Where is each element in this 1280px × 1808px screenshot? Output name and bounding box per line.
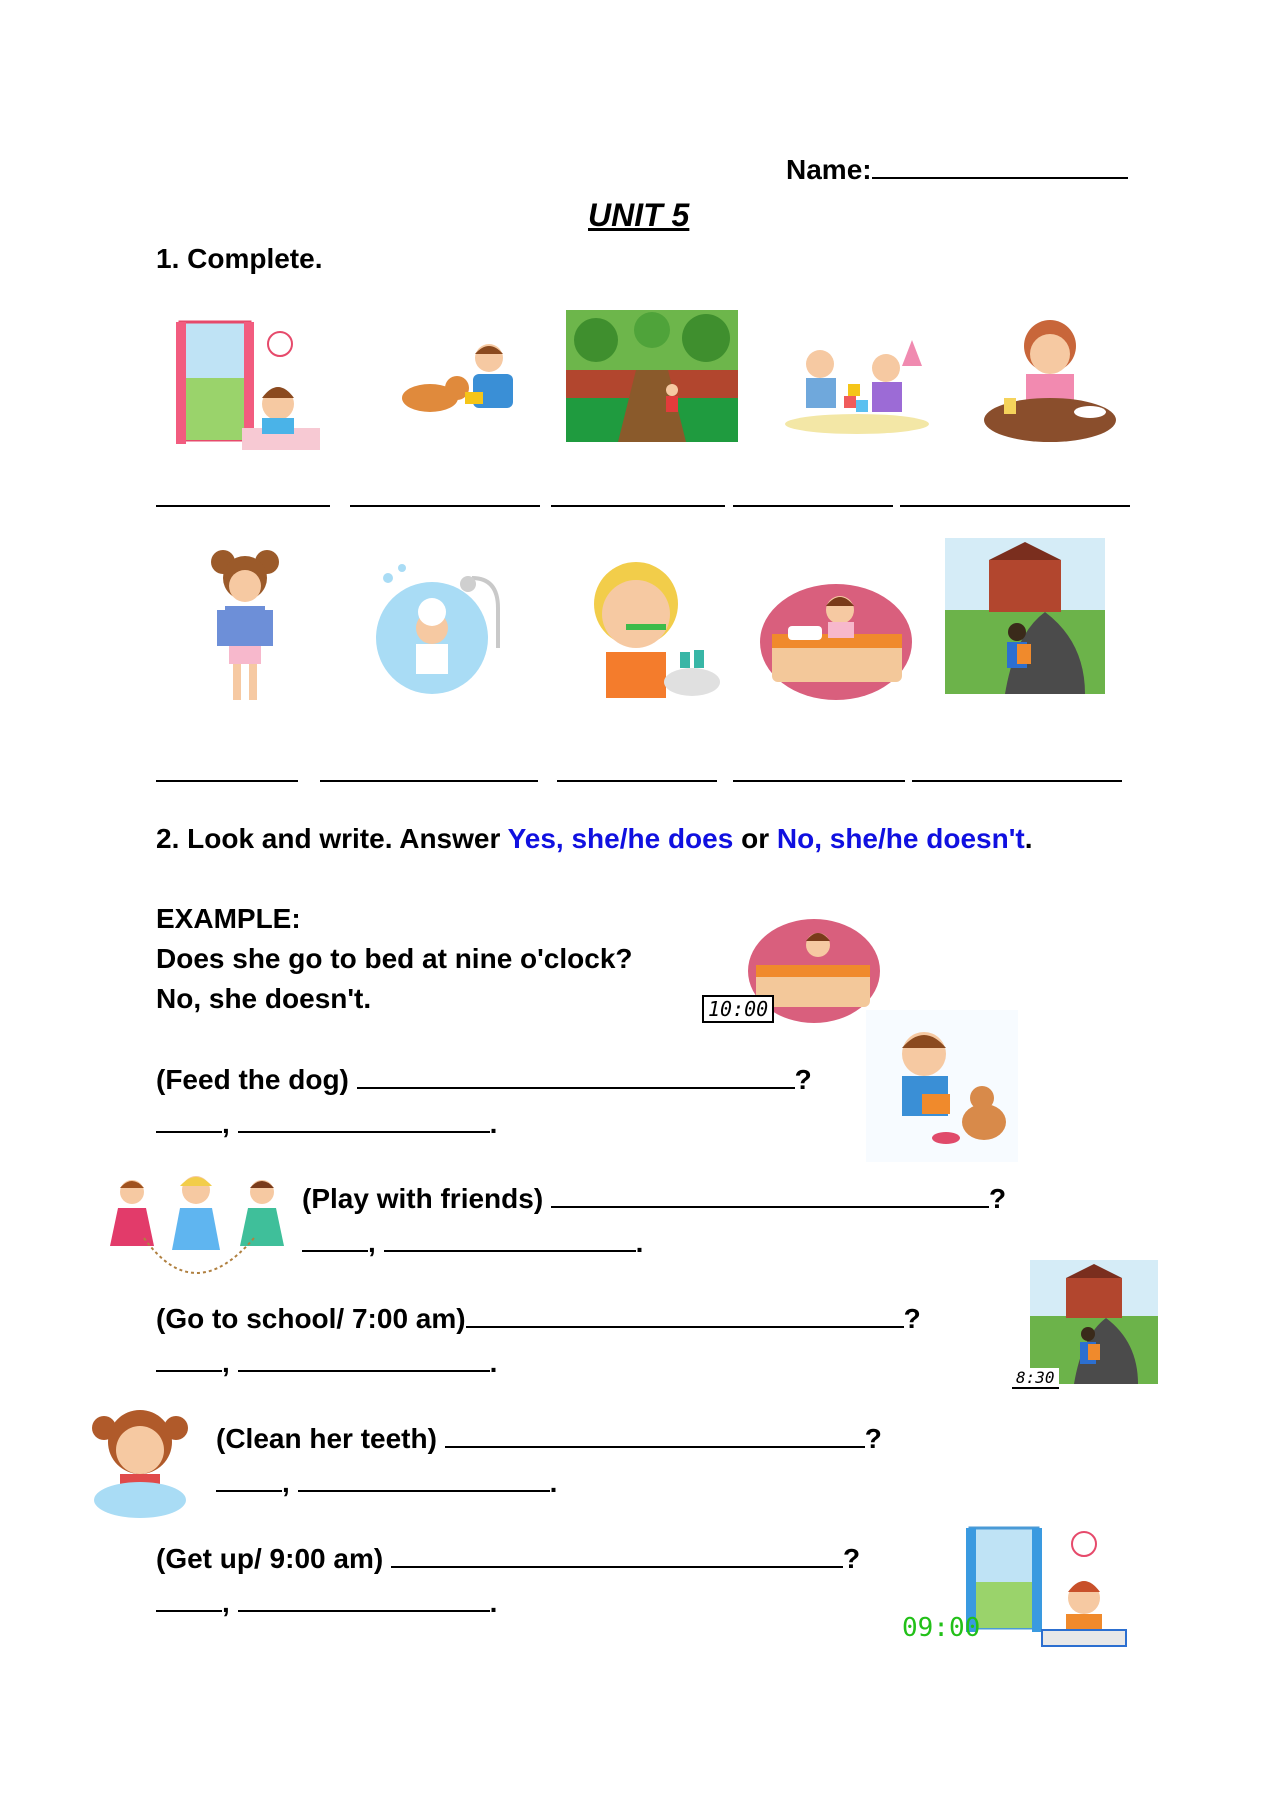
get-up-picture xyxy=(966,1526,1128,1650)
comma: , xyxy=(282,1467,290,1498)
item-get-up-answer xyxy=(156,1586,497,1620)
prompt-play-friends: (Play with friends) xyxy=(302,1183,544,1214)
name-label: Name: xyxy=(786,154,872,185)
shower-picture xyxy=(372,558,512,698)
question-mark: ? xyxy=(903,1303,921,1334)
example-label: EXAMPLE: xyxy=(156,903,301,934)
prompt-go-school: (Go to school/ 7:00 am) xyxy=(156,1303,466,1334)
period: . xyxy=(635,1227,644,1258)
question-mark: ? xyxy=(842,1543,861,1574)
blank-2-2[interactable] xyxy=(320,780,538,782)
go-school-picture xyxy=(1030,1260,1158,1384)
item-go-school-question xyxy=(156,1302,921,1336)
blank-1-4[interactable] xyxy=(733,505,893,507)
period: . xyxy=(489,1108,498,1139)
brush-teeth-picture xyxy=(576,552,726,702)
short-answer-blank[interactable] xyxy=(156,1588,222,1612)
answer-no-text: No, she/he doesn't xyxy=(776,823,1025,854)
item-clean-teeth-question xyxy=(216,1422,882,1456)
question-blank[interactable] xyxy=(391,1544,843,1568)
prompt-get-up: (Get up/ 9:00 am) xyxy=(156,1543,384,1574)
comma: , xyxy=(222,1587,230,1618)
short-answer-blank[interactable] xyxy=(156,1348,222,1372)
title-end-text: . xyxy=(1024,823,1033,854)
prompt-clean-teeth: (Clean her teeth) xyxy=(216,1423,437,1454)
get-up-clock: 09:00 xyxy=(902,1613,981,1643)
period: . xyxy=(489,1347,498,1378)
blank-2-3[interactable] xyxy=(557,780,717,782)
feed-dog-picture xyxy=(395,336,515,426)
long-answer-blank[interactable] xyxy=(238,1109,490,1133)
walk-to-school-picture xyxy=(945,538,1105,694)
answer-yes-text: Yes, she/he does xyxy=(507,823,734,854)
long-answer-blank[interactable] xyxy=(384,1228,636,1252)
example-clock: 10:00 xyxy=(702,995,774,1023)
play-friends-picture xyxy=(104,1168,289,1290)
blank-2-1[interactable] xyxy=(156,780,298,782)
item-feed-dog-question xyxy=(156,1063,812,1097)
go-school-clock: 8:30 xyxy=(1012,1368,1059,1389)
blank-1-5[interactable] xyxy=(900,505,1130,507)
blank-1-2[interactable] xyxy=(350,505,540,507)
comma: , xyxy=(222,1347,230,1378)
section1-title: 1. Complete. xyxy=(156,243,323,274)
question-mark: ? xyxy=(988,1183,1007,1214)
question-mark: ? xyxy=(794,1064,812,1095)
short-answer-blank[interactable] xyxy=(216,1468,282,1492)
name-field xyxy=(786,153,1128,187)
name-blank[interactable] xyxy=(872,155,1128,179)
question-blank[interactable] xyxy=(445,1424,865,1448)
question-mark: ? xyxy=(864,1423,882,1454)
long-answer-blank[interactable] xyxy=(298,1468,550,1492)
blank-1-1[interactable] xyxy=(156,505,330,507)
clean-teeth-picture xyxy=(90,1408,190,1520)
section2-title-text: 2. Look and write. Answer xyxy=(156,823,508,854)
blank-2-5[interactable] xyxy=(912,780,1122,782)
unit-title: UNIT 5 xyxy=(588,197,690,233)
question-blank[interactable] xyxy=(466,1304,904,1328)
question-blank[interactable] xyxy=(357,1065,795,1089)
go-to-bed-picture xyxy=(758,572,913,702)
prompt-feed-dog: (Feed the dog) xyxy=(156,1064,349,1095)
short-answer-blank[interactable] xyxy=(302,1228,368,1252)
section2-title xyxy=(156,822,1032,856)
feed-dog-picture-2 xyxy=(866,1010,1018,1162)
item-feed-dog-answer xyxy=(156,1107,497,1141)
wake-up-picture xyxy=(170,318,325,458)
example-answer: No, she doesn't. xyxy=(156,983,372,1014)
item-play-friends-answer xyxy=(302,1226,643,1260)
short-answer-blank[interactable] xyxy=(156,1109,222,1133)
question-blank[interactable] xyxy=(551,1184,989,1208)
item-go-school-answer xyxy=(156,1346,497,1380)
period: . xyxy=(489,1587,498,1618)
item-play-friends-question xyxy=(302,1182,1006,1216)
item-get-up-question xyxy=(156,1542,860,1576)
example-question: Does she go to bed at nine o'clock? xyxy=(156,943,633,974)
play-toys-picture xyxy=(782,326,932,436)
period: . xyxy=(549,1467,558,1498)
blank-1-3[interactable] xyxy=(551,505,725,507)
park-run-picture xyxy=(566,310,738,442)
item-clean-teeth-answer xyxy=(216,1466,557,1500)
get-dressed-picture xyxy=(205,546,285,711)
comma: , xyxy=(368,1227,376,1258)
long-answer-blank[interactable] xyxy=(238,1348,490,1372)
title-or-text: or xyxy=(733,823,777,854)
long-answer-blank[interactable] xyxy=(238,1588,490,1612)
blank-2-4[interactable] xyxy=(733,780,905,782)
breakfast-picture xyxy=(980,316,1120,446)
comma: , xyxy=(222,1108,230,1139)
